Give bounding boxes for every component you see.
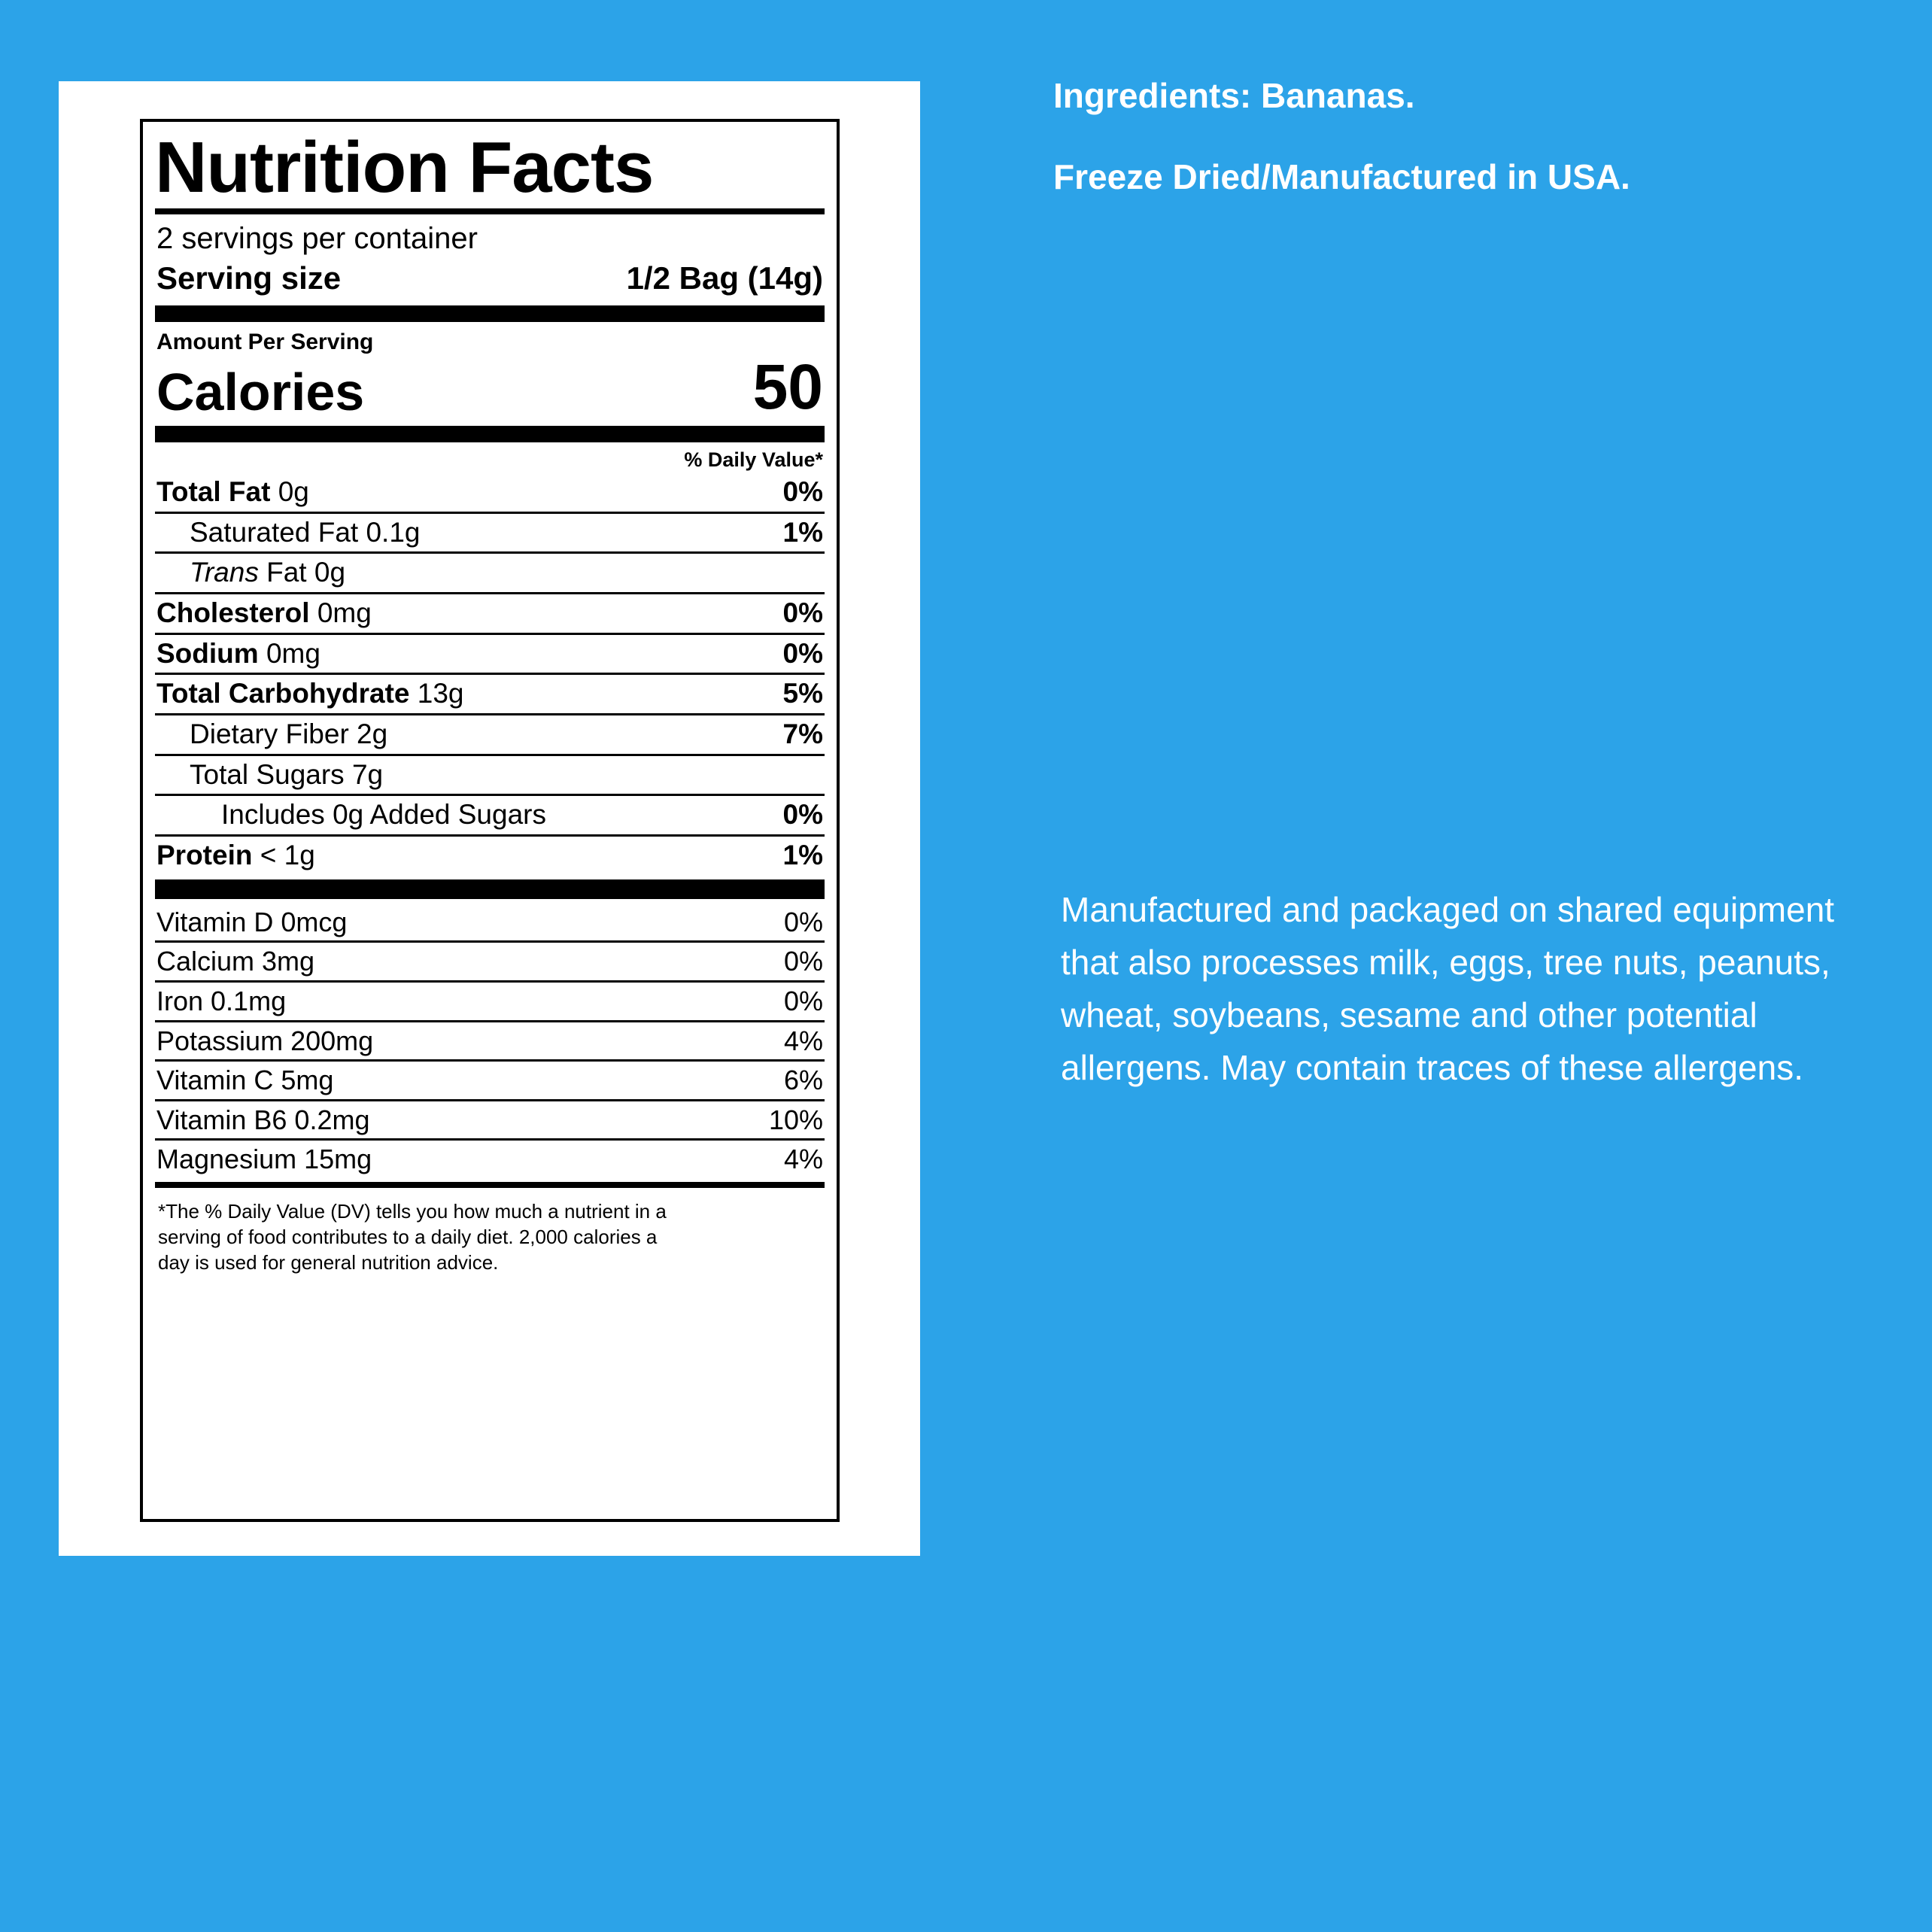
- table-row: [155, 940, 825, 980]
- table-row: [155, 551, 825, 592]
- divider-calories: [155, 426, 825, 442]
- nutrient-amount: 0mg: [309, 597, 372, 628]
- nutrient-percent: 1%: [782, 516, 823, 548]
- vitamin-name: Iron 0.1mg: [156, 985, 287, 1016]
- table-row: [155, 592, 825, 633]
- calories-value: 50: [752, 351, 823, 422]
- amount-per-serving-label: Amount Per Serving: [156, 329, 374, 354]
- table-row: [155, 673, 825, 713]
- nutrient-percent: 1%: [782, 840, 823, 871]
- table-row: [155, 980, 825, 1020]
- vitamin-name: Vitamin D 0mcg: [156, 906, 348, 937]
- table-row: [155, 1059, 825, 1099]
- vitamin-percent: 4%: [783, 1144, 823, 1175]
- nutrient-percent: 0%: [782, 637, 823, 669]
- nutrient-name: Total Carbohydrate: [156, 678, 410, 709]
- nutrition-facts-title: Nutrition Facts: [155, 127, 654, 208]
- daily-value-footnote: [155, 1192, 825, 1275]
- nutrient-name: Cholesterol: [156, 597, 310, 628]
- nutrient-name-italic: Trans: [190, 557, 259, 588]
- vitamin-percent: 4%: [783, 1025, 823, 1056]
- calories-row: [155, 351, 825, 422]
- vitamin-percent: 0%: [783, 985, 823, 1016]
- footnote-line-2: serving of food contributes to a daily diet. 2,000 calories a: [158, 1225, 658, 1248]
- nutrient-percent: 0%: [782, 799, 823, 831]
- origin-text: Freeze Dried/Manufactured in USA.: [1053, 157, 1630, 197]
- vitamin-percent: 0%: [783, 946, 823, 977]
- table-row: [155, 633, 825, 673]
- allergen-statement: Manufactured and packaged on shared equipment that also processes milk, eggs, tree nuts, peanuts, wheat, soybeans, sesame and other potential allergens. May contain traces of these allergens.: [1061, 890, 1835, 1087]
- vitamin-name: Magnesium 15mg: [156, 1144, 372, 1175]
- vitamin-percent: 0%: [783, 906, 823, 937]
- footnote-line-3: day is used for general nutrition advice.: [158, 1250, 499, 1274]
- footnote-line-1: *The % Daily Value (DV) tells you how much a nutrient in a: [158, 1199, 667, 1223]
- daily-value-header: % Daily Value*: [684, 448, 823, 471]
- calories-label: Calories: [156, 362, 365, 421]
- divider-serving: [155, 305, 825, 322]
- nutrient-percent: 5%: [782, 678, 823, 709]
- table-row: [155, 1138, 825, 1178]
- divider-vitamins: [155, 879, 825, 899]
- nutrient-amount: 0g: [270, 475, 309, 507]
- table-row: [155, 834, 825, 875]
- nutrient-amount: Dietary Fiber 2g: [190, 718, 388, 750]
- serving-size-label: Serving size: [156, 260, 342, 296]
- servings-per-container: 2 servings per container: [156, 221, 478, 255]
- table-row: [155, 473, 825, 512]
- nutrient-amount: Total Sugars 7g: [190, 758, 384, 790]
- serving-size-value: 1/2 Bag (14g): [626, 260, 823, 296]
- table-row: [155, 1020, 825, 1060]
- nutrient-name: Sodium: [156, 637, 259, 669]
- nutrient-amount: Fat 0g: [266, 557, 346, 588]
- vitamin-name: Calcium 3mg: [156, 946, 315, 977]
- table-row: [155, 1099, 825, 1139]
- nutrition-facts-card: [59, 81, 920, 1556]
- nutrient-name: Protein: [156, 840, 253, 871]
- nutrient-percent: 0%: [782, 475, 823, 507]
- divider-footnote: [155, 1182, 825, 1188]
- table-row: [155, 713, 825, 754]
- nutrient-amount: 0mg: [258, 637, 320, 669]
- vitamin-percent: 6%: [783, 1065, 823, 1096]
- nutrient-amount: Includes 0g Added Sugars: [221, 799, 546, 831]
- divider-title: [155, 208, 825, 214]
- serving-size-row: [155, 259, 825, 301]
- table-row: [155, 512, 825, 552]
- nutrient-amount: 13g: [409, 678, 464, 709]
- vitamin-name: Potassium 200mg: [156, 1025, 374, 1056]
- ingredients-block: [1053, 72, 1888, 235]
- table-row: [155, 904, 825, 941]
- table-row: [155, 754, 825, 794]
- nutrient-percent: 7%: [782, 718, 823, 750]
- nutrient-amount: Saturated Fat 0.1g: [190, 516, 421, 548]
- ingredients-text: Ingredients: Bananas.: [1053, 76, 1415, 115]
- nutrition-facts-panel: [140, 119, 840, 1522]
- nutrient-amount: < 1g: [252, 840, 315, 871]
- vitamin-name: Vitamin B6 0.2mg: [156, 1104, 370, 1135]
- nutrient-percent: 0%: [782, 597, 823, 628]
- vitamin-percent: 10%: [768, 1104, 823, 1135]
- table-row: [155, 794, 825, 834]
- vitamin-name: Vitamin C 5mg: [156, 1065, 334, 1096]
- nutrient-name: Total Fat: [156, 475, 271, 507]
